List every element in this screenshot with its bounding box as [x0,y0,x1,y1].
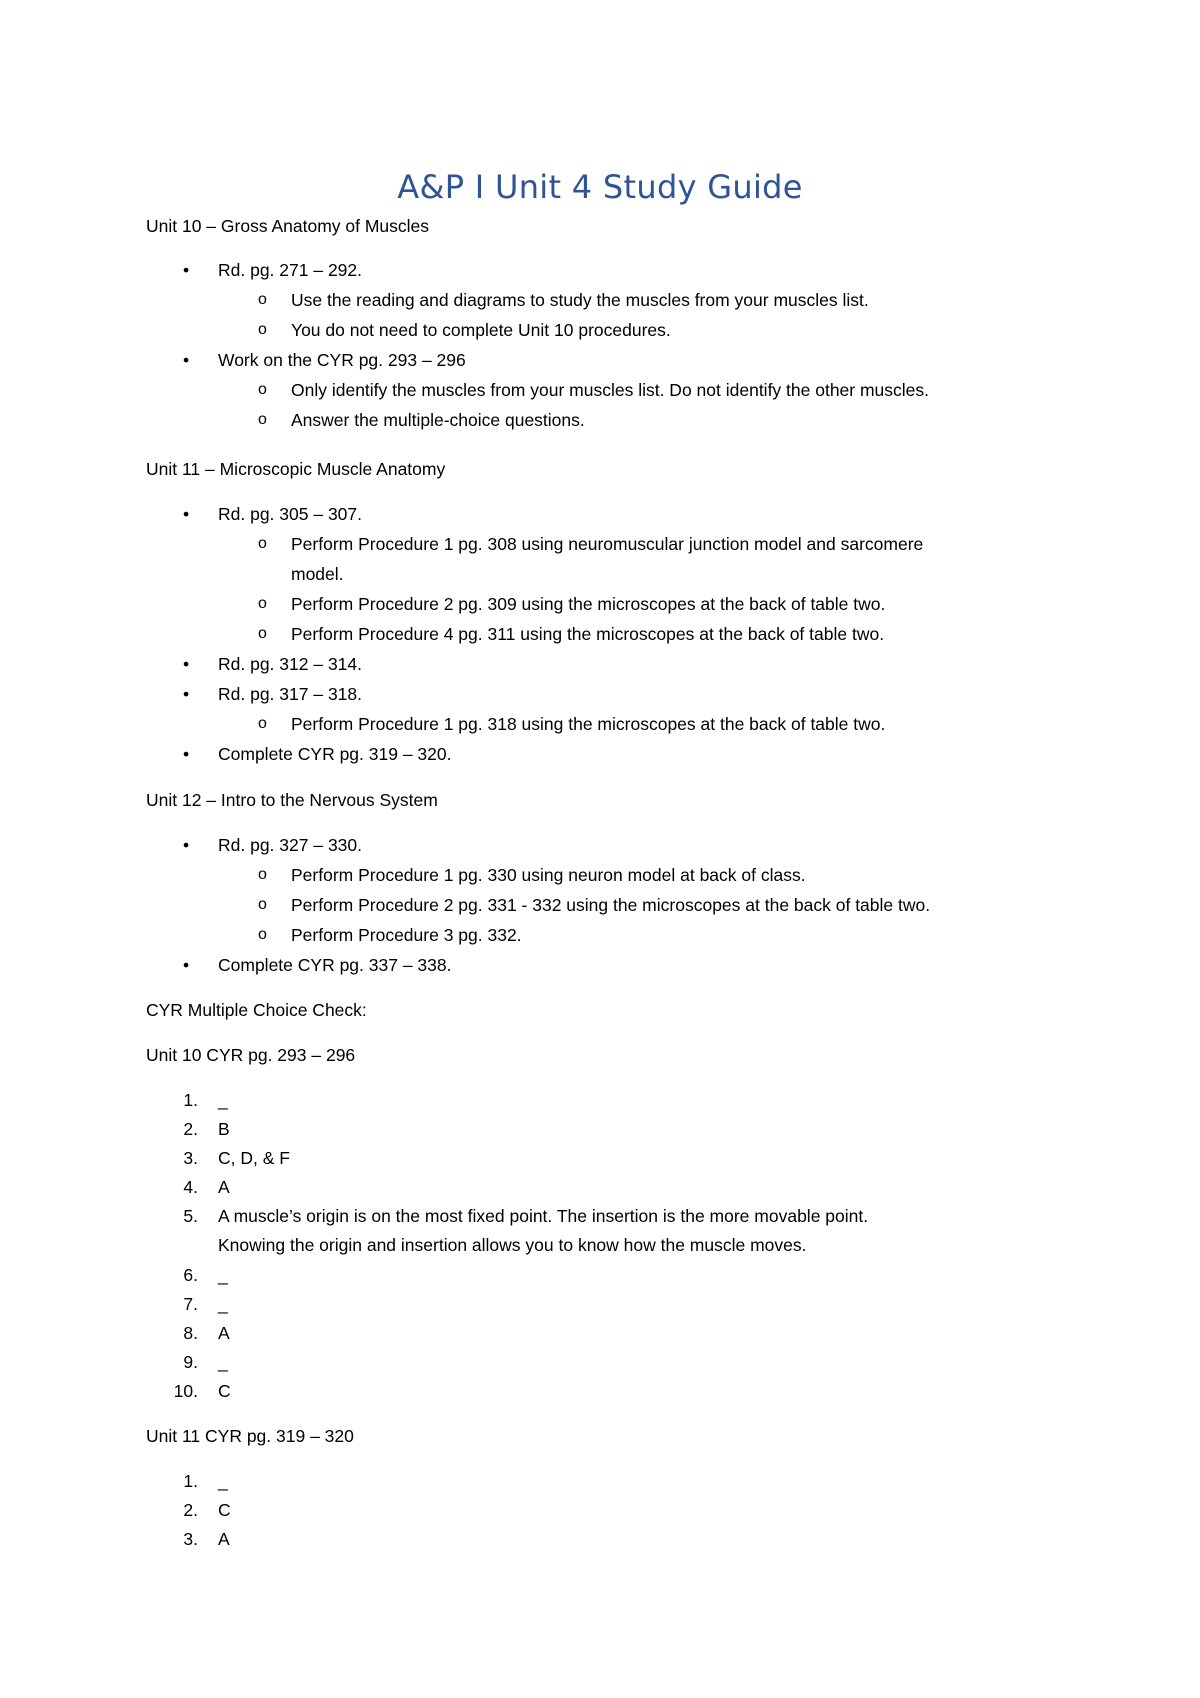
sub-bullet-icon: o [258,866,267,883]
answer-text: _ [218,1294,228,1314]
answer-text: A [218,1323,230,1343]
answer-text: A [218,1177,230,1197]
unit12-reading-item: Rd. pg. 327 – 330. [218,835,362,855]
answer-number: 1. [183,1471,198,1491]
answer-text: C [218,1381,231,1401]
answer-number: 10. [173,1381,198,1401]
unit12-cyr-item: Complete CYR pg. 337 – 338. [218,955,452,975]
answer-number: 2. [183,1500,198,1520]
sub-bullet-icon: o [258,715,267,732]
unit11-heading: Unit 11 – Microscopic Muscle Anatomy [146,459,446,479]
unit12-procedure-item: Perform Procedure 3 pg. 332. [291,925,522,945]
unit10-cyr-subitem: Only identify the muscles from your muscles list. Do not identify the other muscles. [291,380,930,400]
bullet-icon: • [183,504,190,524]
unit11-cyr-item: Complete CYR pg. 319 – 320. [218,744,452,764]
sub-bullet-icon: o [258,411,267,428]
document-title: A&P I Unit 4 Study Guide [397,168,803,206]
unit12-procedure-item: Perform Procedure 2 pg. 331 - 332 using the microscopes at the back of table two. [291,895,931,915]
answer-text: B [218,1119,230,1139]
sub-bullet-icon: o [258,926,267,943]
answer-number: 7. [183,1294,198,1314]
answer-text: A muscle’s origin is on the most fixed point. The insertion is the more movable point. [218,1206,869,1226]
answer-text: A [218,1529,230,1549]
bullet-icon: • [183,654,190,674]
unit10-reading-subitem: Use the reading and diagrams to study the muscles from your muscles list. [291,290,869,310]
answer-number: 3. [183,1529,198,1549]
answer-number: 6. [183,1265,198,1285]
answer-text: _ [218,1090,228,1110]
unit10-reading-subitem: You do not need to complete Unit 10 procedures. [291,320,671,340]
unit11-reading-item: Rd. pg. 317 – 318. [218,684,362,704]
answer-text-continuation: Knowing the origin and insertion allows you to know how the muscle moves. [218,1235,807,1255]
unit11-cyr-heading: Unit 11 CYR pg. 319 – 320 [146,1426,354,1446]
sub-bullet-icon: o [258,896,267,913]
unit12-heading: Unit 12 – Intro to the Nervous System [146,790,438,810]
answer-text: _ [218,1471,228,1491]
answer-text: _ [218,1352,228,1372]
cyr-check-heading: CYR Multiple Choice Check: [146,1000,367,1020]
sub-bullet-icon: o [258,321,267,338]
unit10-heading: Unit 10 – Gross Anatomy of Muscles [146,216,430,236]
unit11-procedure-item: Perform Procedure 1 pg. 318 using the microscopes at the back of table two. [291,714,886,734]
unit10-cyr-subitem: Answer the multiple-choice questions. [291,410,585,430]
sub-bullet-icon: o [258,535,267,552]
sub-bullet-icon: o [258,625,267,642]
answer-number: 9. [183,1352,198,1372]
answer-text: C, D, & F [218,1148,290,1168]
bullet-icon: • [183,684,190,704]
unit10-cyr-item: Work on the CYR pg. 293 – 296 [218,350,466,370]
sub-bullet-icon: o [258,595,267,612]
answer-number: 8. [183,1323,198,1343]
unit10-cyr-heading: Unit 10 CYR pg. 293 – 296 [146,1045,356,1065]
answer-number: 4. [183,1177,198,1197]
bullet-icon: • [183,835,190,855]
unit11-procedure-item: Perform Procedure 2 pg. 309 using the microscopes at the back of table two. [291,594,886,614]
answer-text: C [218,1500,231,1520]
sub-bullet-icon: o [258,381,267,398]
unit11-procedure-item-continuation: model. [291,564,344,584]
answer-number: 1. [183,1090,198,1110]
sub-bullet-icon: o [258,291,267,308]
unit11-reading-item: Rd. pg. 312 – 314. [218,654,362,674]
answer-text: _ [218,1265,228,1285]
answer-number: 3. [183,1148,198,1168]
unit11-reading-item: Rd. pg. 305 – 307. [218,504,362,524]
unit11-procedure-item: Perform Procedure 4 pg. 311 using the microscopes at the back of table two. [291,624,885,644]
answer-number: 2. [183,1119,198,1139]
bullet-icon: • [183,350,190,370]
bullet-icon: • [183,955,190,975]
unit11-procedure-item: Perform Procedure 1 pg. 308 using neuromuscular junction model and sarcomere [291,534,924,554]
unit10-reading-item: Rd. pg. 271 – 292. [218,260,362,280]
unit12-procedure-item: Perform Procedure 1 pg. 330 using neuron model at back of class. [291,865,806,885]
bullet-icon: • [183,260,190,280]
bullet-icon: • [183,744,190,764]
answer-number: 5. [183,1206,198,1226]
